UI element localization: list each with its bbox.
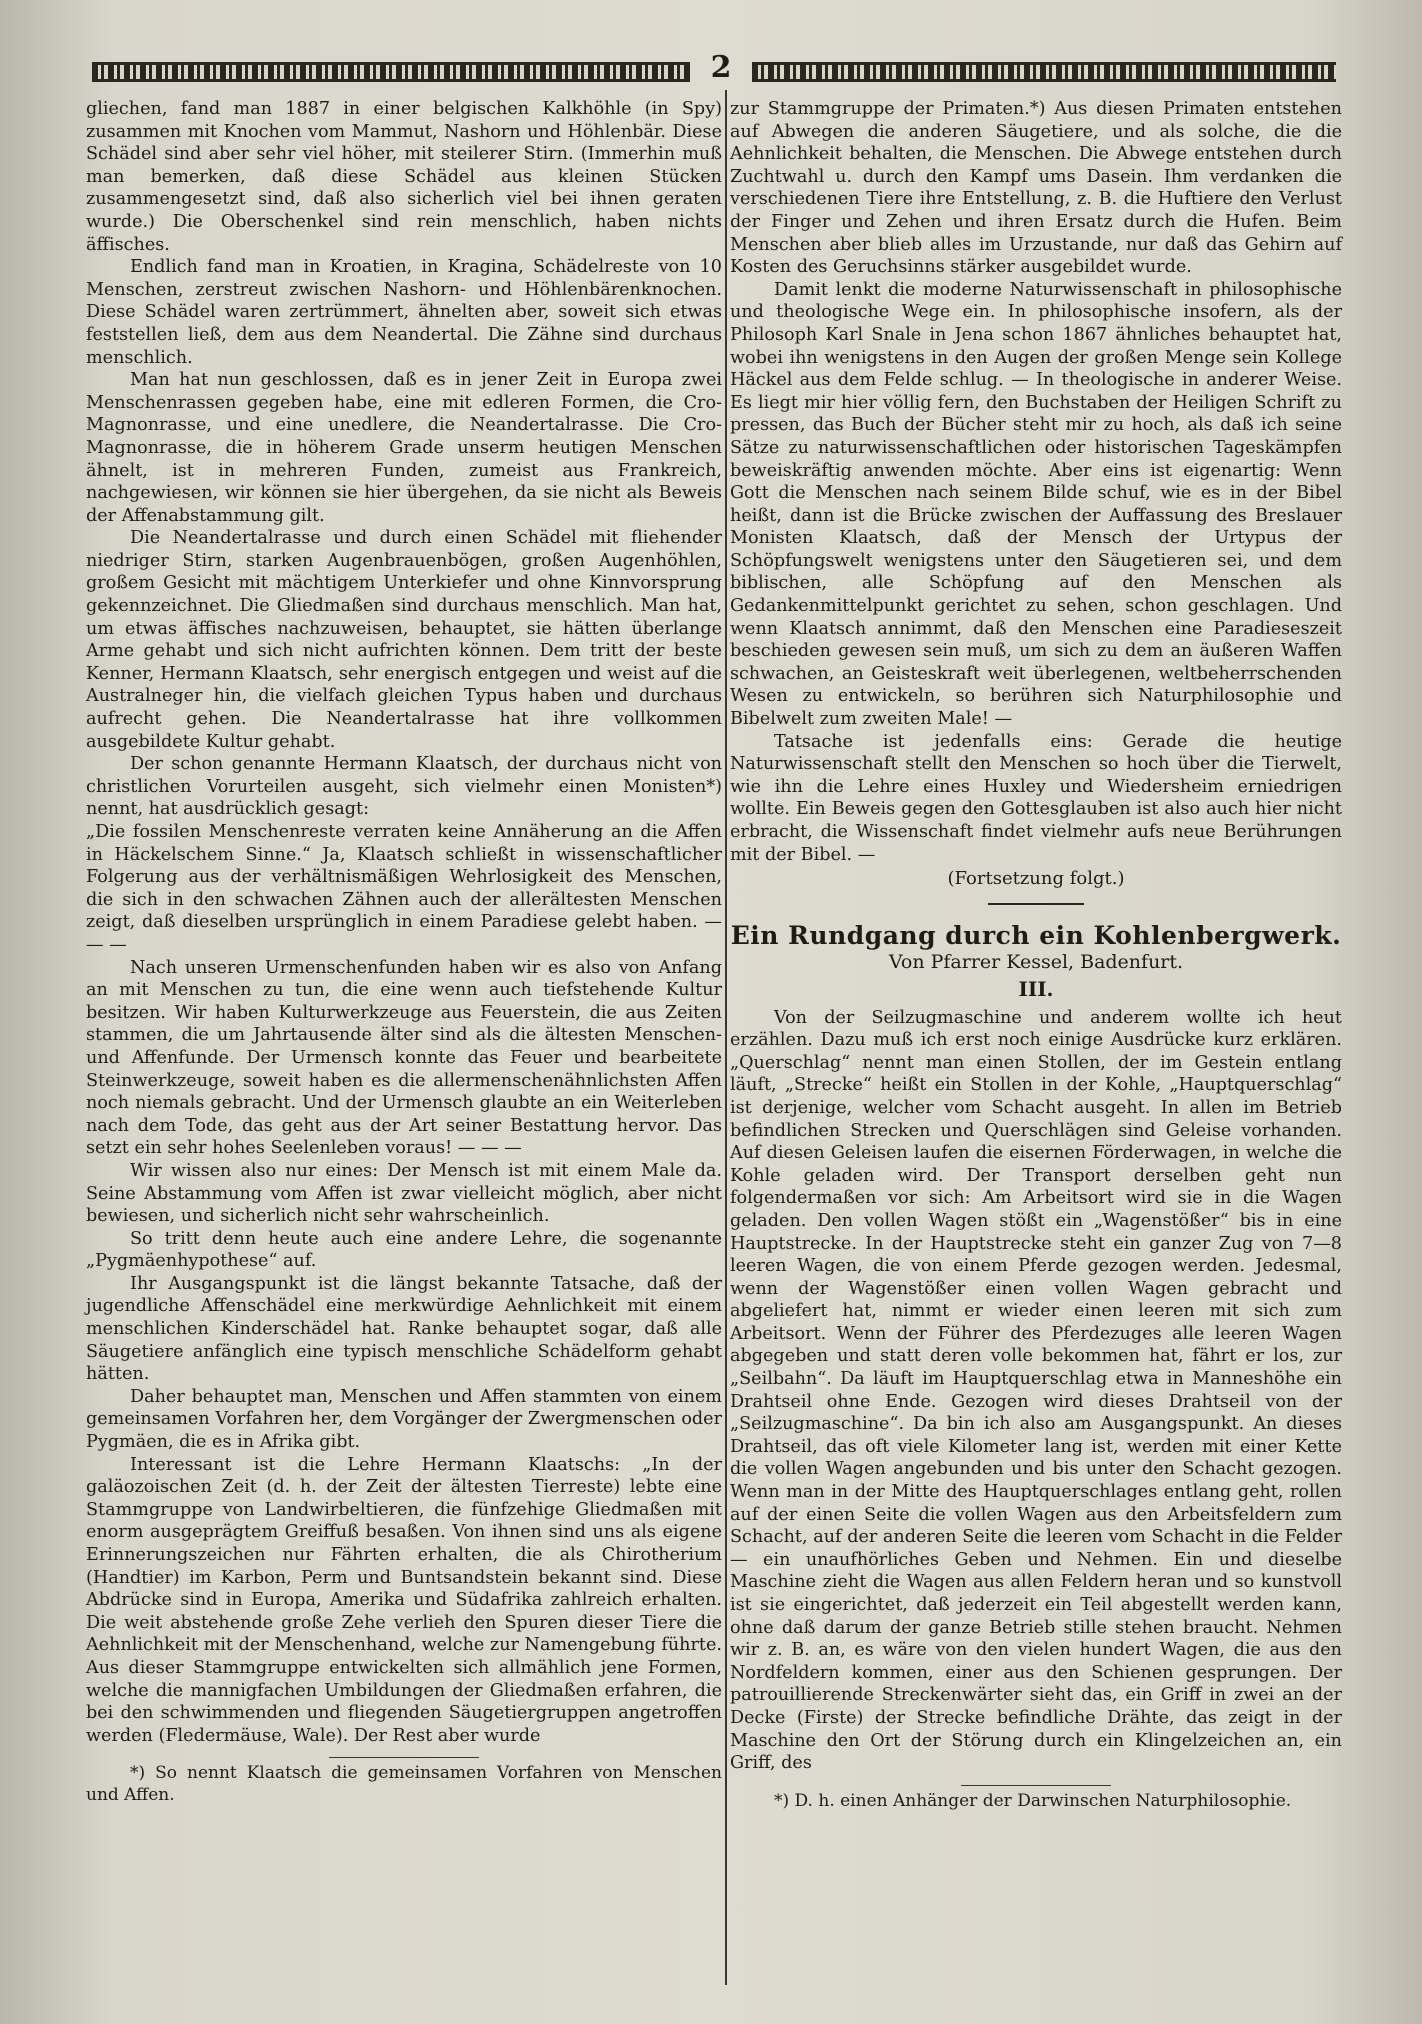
paragraph: Tatsache ist jedenfalls eins: Gerade die heutige Naturwissenschaft stellt den Menschen so hoch über die Tierwelt, wie ihn die Lehre eines Huxley und Wiedersheim erniedrigen wollte. Ein Beweis gegen den Gottesglauben ist also auch hier nicht erbracht, die Wissenschaft findet vielmehr aufs neue Berührungen mit der Bibel. — [730,731,1342,865]
footnote: *) D. h. einen Anhänger der Darwinschen Naturphilosophie. [774,1790,1292,1811]
paragraph: Von der Seilzugmaschine und anderem wollte ich heut erzählen. Dazu muß ich erst noch einige Ausdrücke kurz erklären. „Querschlag“ nennt man einen Stollen, der im Gestein entlang läuft, „Strecke“ heißt ein Stollen in der Kohle, „Hauptquerschlag“ ist derjenige, welcher vom Schacht ausgeht. In allen im Betrieb befindlichen Strecken und Querschlägen sind Geleise vorhanden. Auf diesen Geleisen laufen die eisernen Förderwagen, in welche die Kohle geladen wird. Der Transport derselben geht nun folgendermaßen vor sich: Am Arbeitsort wird sie in die Wagen geladen. Den vollen Wagen stößt ein „Wagenstößer“ bis in eine Hauptstrecke. In der Hauptstrecke steht ein ganzer Zug von 7—8 leeren Wagen, die von einem Pferde gezogen werden. Jedesmal, wenn der Wagenstößer einen vollen Wagen gebracht und abgeliefert hat, nimmt er wieder einen leeren mit sich zum Arbeitsort. Wenn der Führer des Pferdezuges alle leeren Wagen abgegeben und statt deren volle bekommen hat, fährt er los, zur „Seilbahn“. Da läuft im Hauptquerschlag etwa in Manneshöhe ein Drahtseil ohne Ende. Gezogen wird dieses Drahtseil von der „Seilzugmaschine“. Da bin ich also am Ausgangspunkt. An dieses Drahtseil, das oft viele Kilometer lang ist, werden mit einer Kette die vollen Wagen angebunden und bis unter den Schacht gezogen. Wenn man in der Mitte des Hauptquerschlages entlang geht, rollen auf der einen Seite die vollen Wagen aus den Arbeitsfeldern zum Schacht, auf der anderen Seite die leeren vom Schacht in die Felder — ein unaufhörliches Geben und Nehmen. Ein und dieselbe Maschine zieht die Wagen aus allen Feldern heran und so kunstvoll ist sie eingerichtet, daß jederzeit ein Teil abgestellt werden kann, ohne daß darum der ganze Betrieb stille stehen braucht. Nehmen wir z. B. an, es wäre von den vielen hundert Wagen, die aus den Nordfeldern kommen, einer aus den Schienen gesprungen. Der patrouillierende Streckenwärter sieht das, ein Griff in zwei an der Decke (Firste) der Strecke befindliche Drähte, das zeigt in der Maschine den Ort der Störung durch ein Klingelzeichen an, ein Griff, des [730,1007,1342,1774]
article-part-number: III. [1018,976,1054,1001]
article-separator [988,903,1084,905]
left-column [86,98,722,1806]
article-title: Ein Rundgang durch ein Kohlenbergwerk. [730,920,1342,950]
paragraph: Damit lenkt die moderne Naturwissenschaft in philosophische und theologische Wege ein. In philosophische insofern, als der Philosoph Karl Snale in Jena schon 1867 ähnliches behauptet hat, wobei ihn wenigstens in den Augen der großen Menge sein Kollege Häckel aus dem Felde schlug. — In theologische in anderer Weise. Es liegt mir hier völlig fern, den Buchstaben der Heiligen Schrift zu pressen, das Buch der Bücher steht mir zu hoch, als daß ich seine Sätze zu naturwissenschaftlichen oder historischen Tageskämpfen beweiskräftig anwenden möchte. Aber eins ist eigenartig: Wenn Gott die Menschen nach seinem Bilde schuf, wie es in der Bibel heißt, dann ist die Brücke zwischen der Auffassung des Breslauer Monisten Klaatsch, daß der Mensch der Urtypus der Schöpfungswelt wenigstens unter den Säugetieren sei, und dem biblischen, alle Schöpfung auf den Menschen als Gedankenmittelpunkt gerichtet zu sehen, schon geschlagen. Und wenn Klaatsch annimmt, daß den Menschen eine Paradieseszeit beschieden gewesen sein muß, um sich zu dem an äußeren Waffen schwachen, an Geisteskraft weit überlegenen, weltbeherrschenden Wesen zu entwickeln, so berühren sich Naturphilosophie und Bibelwelt zum zweiten Male! — [730,279,1342,730]
column-divider [725,90,727,1985]
paragraph: „Die fossilen Menschenreste verraten keine Annäherung an die Affen in Häckelschem Sinne.“ Ja, Klaatsch schließt in wissenschaftlicher Folgerung aus der verhältnismäßigen Wehrlosigkeit des Menschen, die sich in den schwachen Zähnen auch der allerältesten Menschen zeigt, daß dieselben ursprünglich in einem Paradiese gelebt haben. — — — [86,822,722,955]
paragraph: Der schon genannte Hermann Klaatsch, der durchaus nicht von christlichen Vorurteilen ausgeht, sich vielmehr einen Monisten*) nennt, hat ausdrücklich gesagt: [86,754,722,820]
header-ornament-left [92,62,690,82]
footnote: *) So nennt Klaatsch die gemeinsamen Vorfahren von Menschen und Affen. [86,1763,722,1806]
article-author: Von Pfarrer Kessel, Badenfurt. [888,951,1184,974]
page-header [92,50,1336,85]
paragraph: Ihr Ausgangspunkt ist die längst bekannte Tatsache, daß der jugendliche Affenschädel eine merkwürdige Aehnlichkeit mit einem menschlichen Kinderschädel hat. Ranke behauptet sogar, daß alle Säugetiere anfänglich eine typisch menschliche Schädelform gehabt hätten. [86,1273,722,1385]
paragraph: Daher behauptet man, Menschen und Affen stammten von einem gemeinsamen Vorfahren her, dem Vorgänger der Zwergmenschen oder Pygmäen, die es in Afrika gibt. [86,1386,722,1453]
paragraph: So tritt denn heute auch eine andere Lehre, die sogenannte „Pygmäenhypothese“ auf. [86,1228,722,1272]
paragraph: zur Stammgruppe der Primaten.*) Aus diesen Primaten entstehen auf Abwegen die anderen Säugetiere, und als solche, die die Aehnlichkeit behalten, die Menschen. Die Abwege entstehen durch Zuchtwahl u. durch den Kampf ums Dasein. Ihm verdanken die verschiedenen Tiere ihre Entstellung, z. B. die Huftiere den Verlust der Finger und Zehen und ihren Ersatz durch die Hufen. Beim Menschen aber blieb alles im Urzustande, nur daß das Gehirn auf Kosten des Geruchsinns stärker ausgebildet wurde. [730,99,1342,278]
header-ornament-right [752,62,1336,82]
paragraph: Endlich fand man in Kroatien, in Kragina, Schädelreste von 10 Menschen, zerstreut zwischen Nashorn- und Höhlenbärenknochen. Diese Schädel waren zertrümmert, ähnelten aber, soweit sich etwas feststellen ließ, dem aus dem Neandertal. Die Zähne sind durchaus menschlich. [86,257,722,368]
paragraph: Interessant ist die Lehre Hermann Klaatschs: „In der galäozoischen Zeit (d. h. der Zeit der ältesten Tierreste) lebte eine Stammgruppe von Landwirbeltieren, die fünfzehige Gliedmaßen mit enorm ausgeprägtem Greiffuß besaßen. Von ihnen sind uns als eigene Erinnerungszeichen nur Fährten erhalten, die als Chirotherium (Handtier) im Karbon, Perm und Buntsandstein bekannt sind. Diese Abdrücke sind in Europa, Amerika und Südafrika zahlreich erhalten. Die weit abstehende große Zehe verlieh den Spuren dieser Tiere die Aehnlichkeit mit der Menschenhand, welche zur Namengebung führte. Aus dieser Stammgruppe entwickelten sich allmählich jene Formen, welche die mannigfachen Umbildungen der Gliedmaßen erfahren, die bei den schwimmenden und fliegenden Säugetiergruppen angetroffen werden (Fledermäuse, Wale). Der Rest aber wurde [86,1454,722,1746]
footnote-rule [961,1785,1111,1786]
paragraph: gliechen, fand man 1887 in einer belgischen Kalkhöhle (in Spy) zusammen mit Knochen vom Mammut, Nashorn und Höhlenbär. Diese Schädel sind aber sehr viel höher, mit steilerer Stirn. (Immerhin muß man bemerken, daß diese Schädel aus kleinen Stücken zusammengesetzt sind, daß also sicherlich viel bei ihnen geraten wurde.) Die Oberschenkel sind rein menschlich, haben nichts äffisches. [86,99,722,255]
right-column [730,98,1342,1812]
paragraph: Man hat nun geschlossen, daß es in jener Zeit in Europa zwei Menschenrassen gegeben habe, eine mit edleren Formen, die Cro-Magnonrasse, und eine unedlere, die Neandertalrasse. Die Cro-Magnonrasse, die in höherem Grade unserm heutigen Menschen ähnelt, ist in mehreren Funden, zumeist aus Frankreich, nachgewiesen, wir können sie hier übergehen, da sie nicht als Beweis der Affenabstammung gilt. [86,370,722,526]
paragraph: Wir wissen also nur eines: Der Mensch ist mit einem Male da. Seine Abstammung vom Affen ist zwar vielleicht möglich, aber nicht bewiesen, und sicherlich nicht sehr wahrscheinlich. [86,1160,722,1227]
paragraph: Nach unseren Urmenschenfunden haben wir es also von Anfang an mit Menschen zu tun, die eine wenn auch tiefstehende Kultur besitzen. Wir haben Kulturwerkzeuge aus Feuerstein, die aus Zeiten stammen, die um Jahrtausende älter sind als die ältesten Menschen- und Affenfunde. Der Urmensch konnte das Feuer und bearbeitete Steinwerkzeuge, soweit haben es die allermenschenähnlichsten Affen noch niemals gebracht. Und der Urmensch glaubte an ein Weiterleben nach dem Tode, das geht aus der Art seiner Bestattung hervor. Das setzt ein sehr hohes Seelenleben voraus! — — — [86,957,722,1159]
continuation-note: (Fortsetzung folgt.) [947,868,1125,890]
paragraph: Die Neandertalrasse und durch einen Schädel mit fliehender niedriger Stirn, starken Augenbrauenbögen, großen Augenhöhlen, großem Gesicht mit mächtigem Unterkiefer und ohne Kinnvorsprung gekennzeichnet. Die Gliedmaßen sind durchaus menschlich. Man hat, um etwas äffisches nachzuweisen, behauptet, sie hätten überlange Arme gehabt und sich nicht aufrichten können. Dem tritt der beste Kenner, Hermann Klaatsch, sehr energisch entgegen und weist auf die Australneger hin, die vielfach gleichen Typus haben und durchaus aufrecht gehen. Die Neandertalrasse hat ihre vollkommen ausgebildete Kultur gehabt. [86,528,722,752]
page-number: 2 [710,50,732,85]
footnote-rule [329,1757,479,1758]
